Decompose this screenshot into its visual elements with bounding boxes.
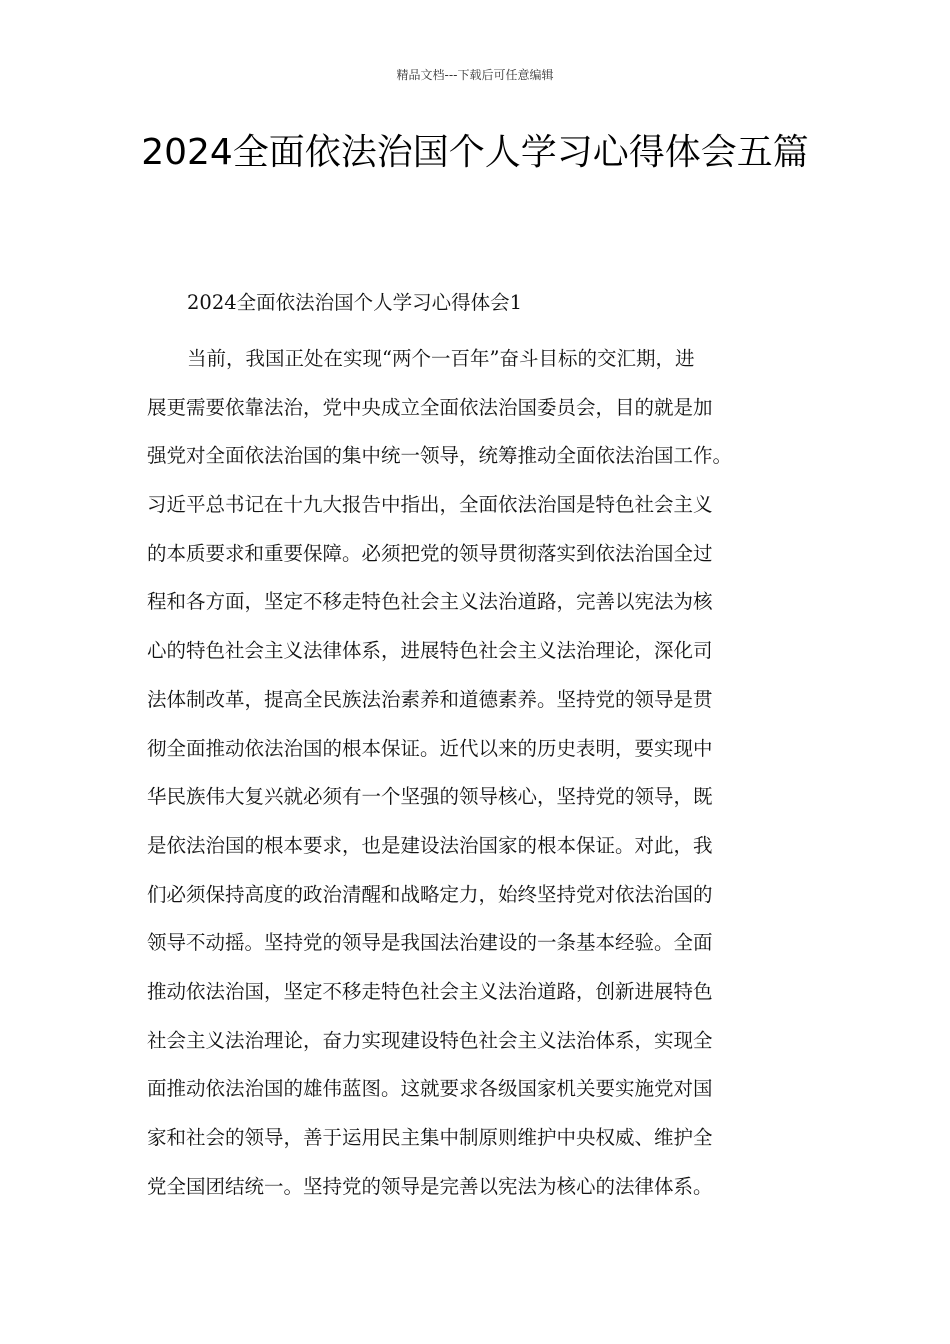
paragraph-line: 华民族伟大复兴就必须有一个坚强的领导核心，坚持党的领导，既 bbox=[147, 785, 713, 809]
paragraph-line: 党全国团结统一。坚持党的领导是完善以宪法为核心的法律体系。 bbox=[147, 1174, 713, 1198]
paragraph-line: 家和社会的领导，善于运用民主集中制原则维护中央权威、维护全 bbox=[147, 1126, 713, 1149]
paragraph-line: 法体制改革，提高全民族法治素养和道德素养。坚持党的领导是贯 bbox=[147, 687, 713, 711]
paragraph-line: 程和各方面，坚定不移走特色社会主义法治道路，完善以宪法为核 bbox=[147, 590, 713, 614]
header-note: 精品文档---下载后可任意编辑 bbox=[396, 68, 554, 82]
body-paragraph bbox=[147, 335, 827, 1211]
paragraph-line: 是依法治国的根本要求，也是建设法治国家的根本保证。对此，我 bbox=[147, 833, 713, 857]
paragraph-line: 的本质要求和重要保障。必须把党的领导贯彻落实到依法治国全过 bbox=[147, 541, 713, 565]
paragraph-line: 社会主义法治理论，奋力实现建设特色社会主义法治体系，实现全 bbox=[147, 1028, 713, 1052]
paragraph-line: 习近平总书记在十九大报告中指出，全面依法治国是特色社会主义 bbox=[147, 493, 713, 517]
paragraph-line: 面推动依法治国的雄伟蓝图。这就要求各级国家机关要实施党对国 bbox=[147, 1077, 713, 1101]
paragraph-line: 当前，我国正处在实现“两个一百年”奋斗目标的交汇期，进 bbox=[187, 347, 695, 370]
paragraph-line: 心的特色社会主义法律体系，进展特色社会主义法治理论，深化司 bbox=[147, 639, 713, 663]
paragraph-line: 们必须保持高度的政治清醒和战略定力，始终坚持党对依法治国的 bbox=[147, 882, 713, 906]
paragraph-line: 推动依法治国，坚定不移走特色社会主义法治道路，创新进展特色 bbox=[147, 979, 713, 1003]
paragraph-line: 强党对全面依法治国的集中统一领导，统筹推动全面依法治国工作。 bbox=[147, 444, 733, 468]
paragraph-line: 领导不动摇。坚持党的领导是我国法治建设的一条基本经验。全面 bbox=[147, 931, 713, 955]
document-title: 2024全面依法治国个人学习心得体会五篇 bbox=[141, 132, 809, 173]
section-heading: 2024全面依法治国个人学习心得体会1 bbox=[187, 291, 523, 314]
document-body bbox=[147, 282, 827, 1211]
paragraph-line: 展更需要依靠法治，党中央成立全面依法治国委员会，目的就是加 bbox=[147, 395, 713, 419]
paragraph-line: 彻全面推动依法治国的根本保证。近代以来的历史表明，要实现中 bbox=[147, 736, 713, 760]
